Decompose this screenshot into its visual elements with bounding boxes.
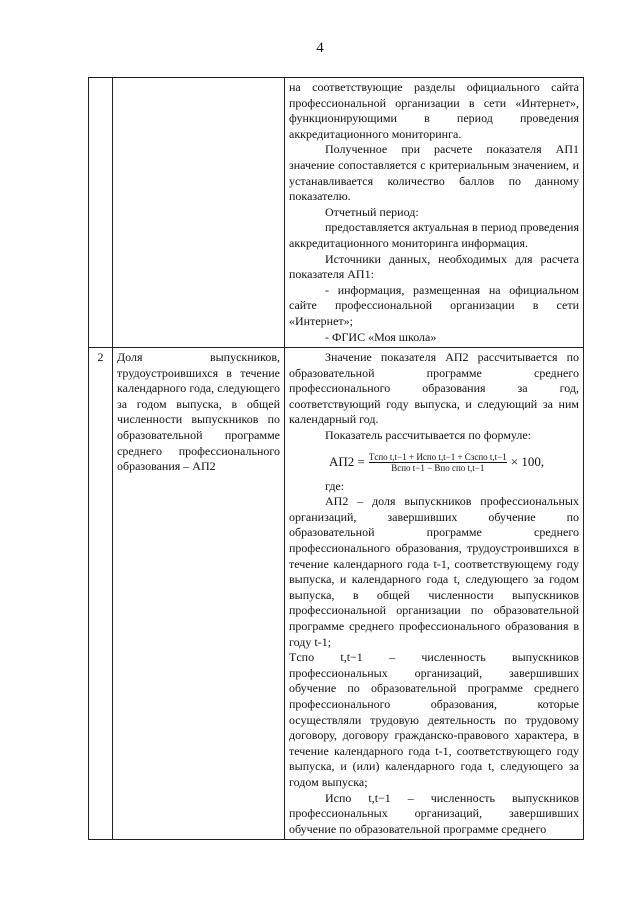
method-description [285, 348, 584, 840]
paragraph: предоставляется актуальная в период проведения аккредитационного мониторинга информация. [289, 220, 579, 250]
formula-lhs: АП2 = [329, 454, 365, 470]
paragraph: Tспо t,t−1 – численность выпускников профессиональных организаций, завершивших обучение по образовательной программе среднего профессионального образования, которые осуществляли трудовую деятельность по трудовому договору, договору гражданско-правового характера, в течение календарного года t-1, соответствующего году выпуска, и (или) календарного года t, следующего за годом выпуска; [289, 650, 579, 789]
paragraph: Источники данных, необходимых для расчета показателя АП1: [289, 251, 579, 282]
paragraph: Значение показателя АП2 рассчитывается по образовательной программе среднего профессионального образования за год, соответствующий году выпуска, и следующий за ним календарный год. [289, 350, 579, 427]
formula-numerator: Tспо t,t−1 + Испо t,t−1 + Сзспо t,t−1 [368, 451, 507, 462]
paragraph: Показатель рассчитывается по формуле: [325, 428, 532, 443]
formula-tail: × 100, [510, 454, 545, 470]
indicator-text: Доля выпускников, трудоустроившихся в течение календарного года, следующего за годом выпуска, в общей численности выпускников по образовательной программе среднего профессионального образования – АП2 [117, 350, 280, 474]
paragraph: где: [325, 478, 345, 493]
method-description [285, 78, 584, 348]
indicators-table [88, 77, 584, 840]
paragraph: АП2 – доля выпускников профессиональных организаций, завершивших обучение по образовательной программе среднего профессионального образования, трудоустроившихся в течение календарного года t-1, соответствующему году выпуска, и календарного года t, следующего за годом выпуска, в общей численности выпускников профессиональной организации по образовательной программе среднего профессионального образования в году t-1; [289, 494, 579, 649]
paragraph: - информация, размещенная на официальном сайте профессиональной организации в сети «Интернет»; [289, 282, 579, 328]
row-number [89, 78, 113, 348]
table-row [89, 348, 584, 840]
paragraph: Отчетный период: [325, 204, 419, 219]
row-number: 2 [89, 348, 113, 840]
indicator-name [113, 348, 285, 840]
table-row [89, 78, 584, 348]
paragraph: на соответствующие разделы официального сайта профессиональной организации в сети «Интернет», функционирующими в период проведения аккредитационного мониторинга. [289, 80, 579, 141]
paragraph: Полученное при расчете показателя АП1 значение сопоставляется с критериальным значением, и устанавливается количество баллов по данному показателю. [289, 142, 579, 204]
formula-fraction [369, 452, 507, 473]
paragraph: Испо t,t−1 – численность выпускников профессиональных организаций, завершивших обучение по образовательной программе среднего [289, 790, 579, 836]
indicator-name [113, 78, 285, 348]
paragraph: - ФГИС «Моя школа» [325, 329, 437, 344]
page-number: 4 [316, 40, 324, 56]
formula [329, 452, 579, 473]
formula-denominator: Bспо t−1 − Впо спо t,t−1 [391, 462, 485, 473]
